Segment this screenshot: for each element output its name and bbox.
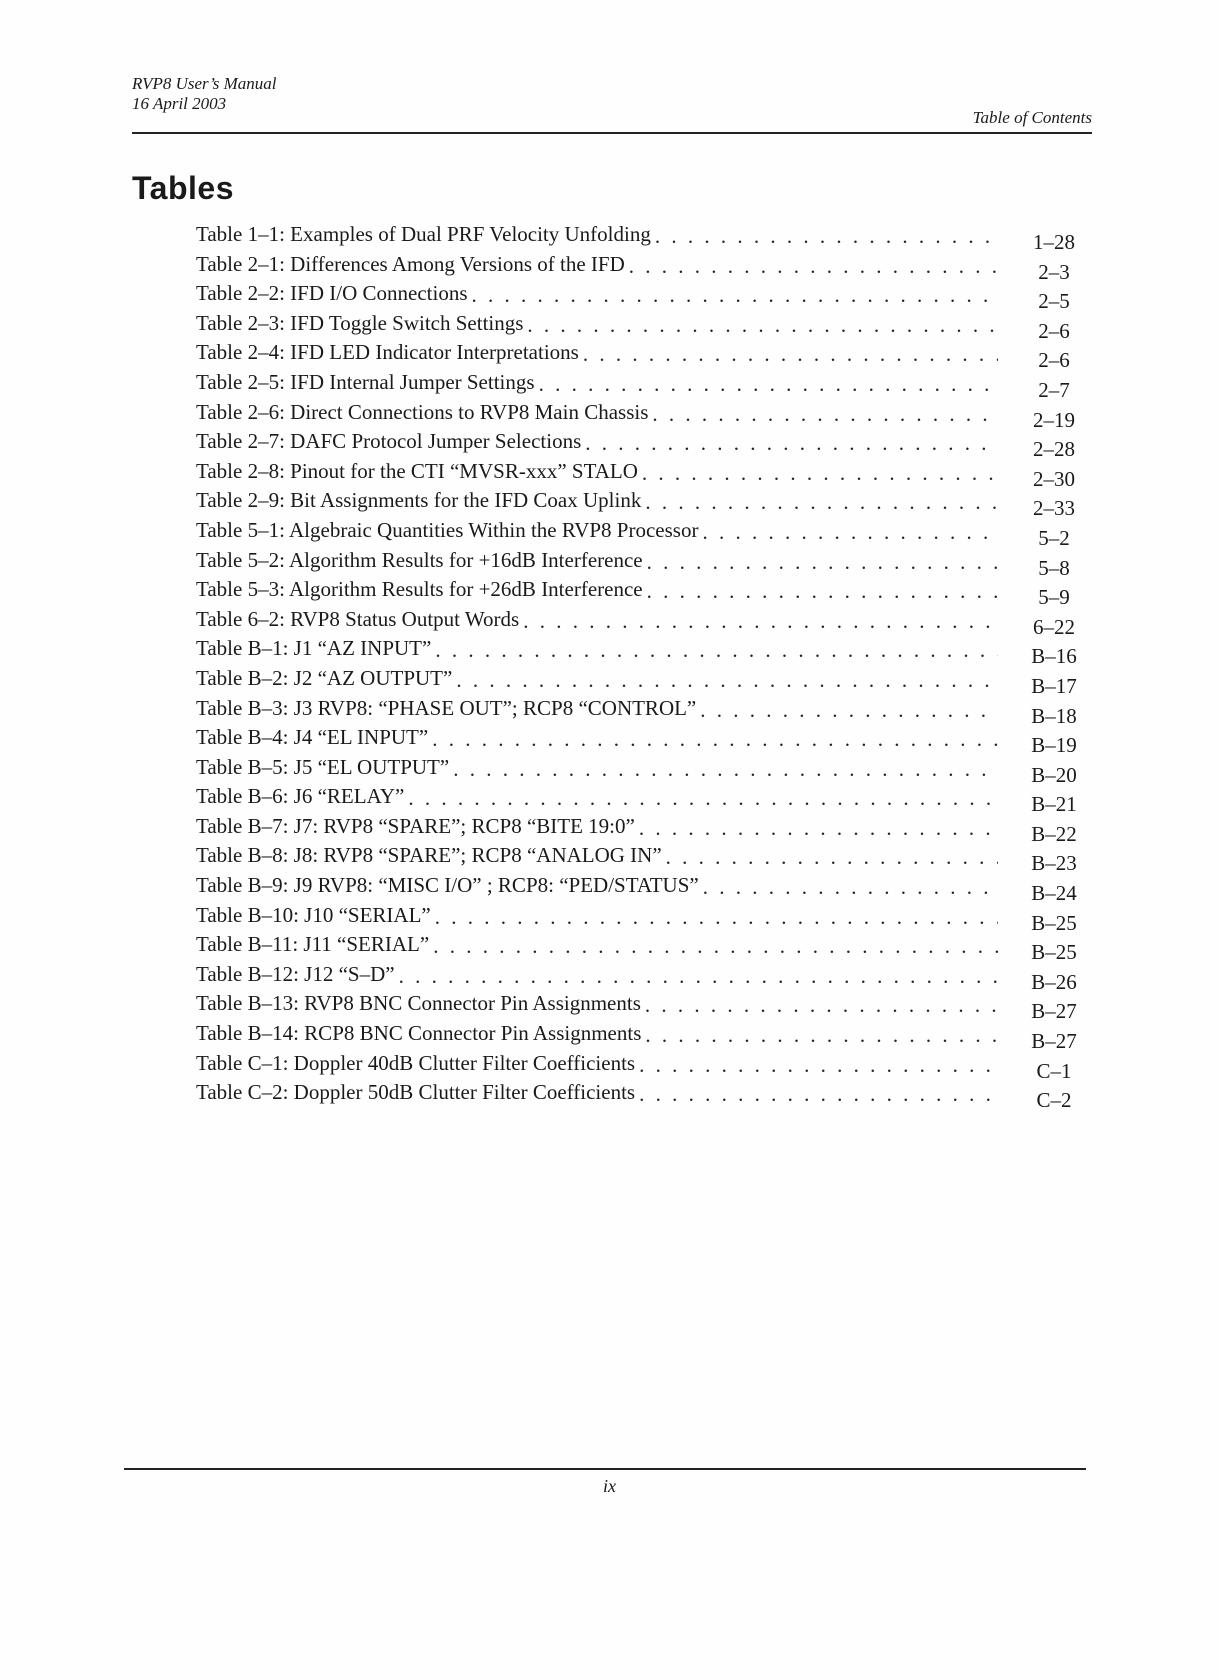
table-of-contents-list [196, 222, 1086, 1113]
toc-entry[interactable] [196, 281, 1086, 314]
toc-entry-page: B–17 [1031, 673, 1077, 698]
toc-entry-page: 5–8 [1038, 555, 1070, 580]
toc-entry-page: B–25 [1031, 940, 1077, 965]
toc-entry-title: Table B–12: J12 “S–D” [196, 961, 395, 986]
toc-entry-page: 2–7 [1038, 377, 1070, 402]
dot-leader [408, 786, 998, 810]
dot-leader [639, 1053, 998, 1077]
manual-title: RVP8 User’s Manual [132, 74, 277, 93]
toc-entry[interactable] [196, 577, 1086, 610]
toc-entry-page: 2–30 [1033, 466, 1075, 491]
toc-entry[interactable] [196, 962, 1086, 992]
dot-leader [645, 1023, 998, 1047]
toc-entry[interactable] [196, 311, 1086, 341]
dot-leader [539, 372, 998, 396]
dot-leader [399, 964, 998, 988]
dot-leader [432, 727, 998, 751]
toc-entry-title: Table 2–5: IFD Internal Jumper Settings [196, 369, 535, 394]
toc-entry-title: Table 2–6: Direct Connections to RVP8 Main Chassis [196, 399, 649, 424]
toc-entry-title: Table 2–1: Differences Among Versions of the IFD [196, 251, 625, 276]
dot-leader [700, 698, 998, 722]
dot-leader [666, 845, 998, 869]
toc-entry[interactable] [196, 548, 1086, 578]
page-number: ix [603, 1476, 616, 1496]
dot-leader [645, 490, 998, 514]
dot-leader [527, 313, 998, 337]
toc-entry[interactable] [196, 696, 1086, 726]
toc-entry[interactable] [196, 1051, 1086, 1081]
dot-leader [642, 461, 998, 485]
toc-entry-page: B–27 [1031, 999, 1077, 1024]
toc-entry-page: 2–5 [1038, 289, 1070, 314]
toc-entry-page: B–23 [1031, 851, 1077, 876]
toc-entry-page: 2–3 [1038, 259, 1070, 284]
toc-entry[interactable] [196, 400, 1086, 430]
dot-leader [472, 283, 999, 307]
toc-entry-page: B–16 [1031, 644, 1077, 669]
dot-leader [456, 668, 998, 692]
dot-leader [435, 638, 998, 662]
toc-entry-title: Table B–9: J9 RVP8: “MISC I/O” ; RCP8: “PED/STATUS” [196, 873, 699, 898]
toc-entry[interactable] [196, 636, 1086, 669]
dot-leader [652, 402, 998, 426]
manual-date: 16 April 2003 [132, 94, 227, 113]
toc-entry[interactable] [196, 488, 1086, 521]
toc-entry-page: 2–19 [1033, 407, 1075, 432]
toc-entry-title: Table B–14: RCP8 BNC Connector Pin Assignments [196, 1021, 642, 1046]
toc-entry[interactable] [196, 429, 1086, 462]
toc-entry[interactable] [196, 1080, 1086, 1113]
toc-entry-title: Table 2–8: Pinout for the CTI “MVSR-xxx” STALO [196, 458, 638, 483]
toc-entry-page: 2–33 [1033, 496, 1075, 521]
toc-entry-page: B–20 [1031, 762, 1077, 787]
toc-entry-page: B–19 [1031, 733, 1077, 758]
toc-entry-title: Table B–2: J2 “AZ OUTPUT” [196, 665, 453, 690]
toc-entry[interactable] [196, 873, 1086, 906]
toc-entry[interactable] [196, 932, 1086, 965]
dot-leader [647, 579, 998, 603]
dot-leader [703, 875, 998, 899]
toc-entry[interactable] [196, 252, 1086, 282]
toc-entry-title: Table B–4: J4 “EL INPUT” [196, 725, 429, 750]
toc-entry-title: Table 2–9: Bit Assignments for the IFD Coax Uplink [196, 488, 642, 513]
toc-entry[interactable] [196, 991, 1086, 1024]
toc-entry-title: Table B–7: J7: RVP8 “SPARE”; RCP8 “BITE 19:0” [196, 813, 635, 838]
toc-entry-page: 2–6 [1038, 318, 1070, 343]
toc-entry-page: 2–6 [1038, 348, 1070, 373]
toc-entry[interactable] [196, 222, 1086, 252]
dot-leader [453, 757, 998, 781]
toc-entry-title: Table 2–7: DAFC Protocol Jumper Selections [196, 429, 582, 454]
toc-entry-title: Table B–13: RVP8 BNC Connector Pin Assignments [196, 991, 641, 1016]
toc-entry-page: 5–9 [1038, 585, 1070, 610]
toc-entry-title: Table 5–1: Algebraic Quantities Within the RVP8 Processor [196, 517, 699, 542]
toc-entry-title: Table C–2: Doppler 50dB Clutter Filter Coefficients [196, 1080, 636, 1105]
header-left [132, 74, 277, 114]
page-header [132, 74, 1092, 134]
dot-leader [629, 254, 998, 278]
toc-entry[interactable] [196, 784, 1086, 817]
toc-entry-title: Table C–1: Doppler 40dB Clutter Filter Coefficients [196, 1050, 636, 1075]
section-name: Table of Contents [972, 108, 1092, 127]
toc-entry-title: Table 2–3: IFD Toggle Switch Settings [196, 310, 524, 335]
toc-entry[interactable] [196, 903, 1086, 933]
toc-entry-page: B–27 [1031, 1029, 1077, 1054]
toc-entry-page: B–21 [1031, 792, 1077, 817]
dot-leader [655, 224, 998, 248]
toc-entry[interactable] [196, 607, 1086, 637]
toc-entry[interactable] [196, 459, 1086, 489]
toc-entry-page: B–18 [1031, 703, 1077, 728]
toc-entry-page: B–25 [1031, 910, 1077, 935]
toc-entry-page: 6–22 [1033, 614, 1075, 639]
toc-entry-page: 2–28 [1033, 437, 1075, 462]
toc-entry-page: B–24 [1031, 881, 1077, 906]
dot-leader [523, 609, 998, 633]
toc-entry[interactable] [196, 666, 1086, 696]
toc-entry-title: Table 6–2: RVP8 Status Output Words [196, 606, 520, 631]
toc-entry[interactable] [196, 1021, 1086, 1054]
toc-entry-title: Table 2–2: IFD I/O Connections [196, 281, 468, 306]
toc-entry-title: Table 5–2: Algorithm Results for +16dB Interference [196, 547, 643, 572]
dot-leader [639, 1082, 998, 1106]
dot-leader [639, 816, 998, 840]
toc-entry-page: B–22 [1031, 821, 1077, 846]
toc-entry-title: Table 5–3: Algorithm Results for +26dB Interference [196, 577, 643, 602]
toc-entry-page: B–26 [1031, 969, 1077, 994]
toc-entry[interactable] [196, 725, 1086, 758]
toc-entry-title: Table B–6: J6 “RELAY” [196, 784, 405, 809]
toc-entry-title: Table B–3: J3 RVP8: “PHASE OUT”; RCP8 “CONTROL” [196, 695, 697, 720]
toc-entry-title: Table B–11: J11 “SERIAL” [196, 932, 430, 957]
dot-leader [645, 993, 998, 1017]
dot-leader [433, 934, 998, 958]
dot-leader [583, 342, 998, 366]
toc-entry-title: Table B–1: J1 “AZ INPUT” [196, 636, 432, 661]
header-divider [132, 132, 1092, 134]
toc-entry-page: 5–2 [1038, 525, 1070, 550]
toc-entry-page: 1–28 [1033, 230, 1075, 254]
toc-entry[interactable] [196, 755, 1086, 785]
footer-divider [124, 1468, 1086, 1470]
dot-leader [702, 520, 998, 544]
toc-entry[interactable] [196, 814, 1086, 844]
dot-leader [585, 431, 998, 455]
toc-entry-title: Table 2–4: IFD LED Indicator Interpretations [196, 340, 579, 365]
toc-entry-title: Table B–8: J8: RVP8 “SPARE”; RCP8 “ANALOG IN” [196, 843, 662, 868]
toc-entry[interactable] [196, 518, 1086, 548]
toc-entry[interactable] [196, 843, 1086, 876]
toc-entry-page: C–2 [1036, 1088, 1072, 1113]
dot-leader [647, 550, 998, 574]
toc-entry-title: Table B–10: J10 “SERIAL” [196, 902, 431, 927]
toc-entry[interactable] [196, 340, 1086, 373]
section-title: Tables [132, 170, 234, 206]
toc-entry-title: Table 1–1: Examples of Dual PRF Velocity Unfolding [196, 222, 651, 246]
toc-entry-page: C–1 [1036, 1058, 1072, 1083]
toc-entry-title: Table B–5: J5 “EL OUTPUT” [196, 754, 450, 779]
toc-entry[interactable] [196, 370, 1086, 400]
dot-leader [435, 905, 998, 929]
